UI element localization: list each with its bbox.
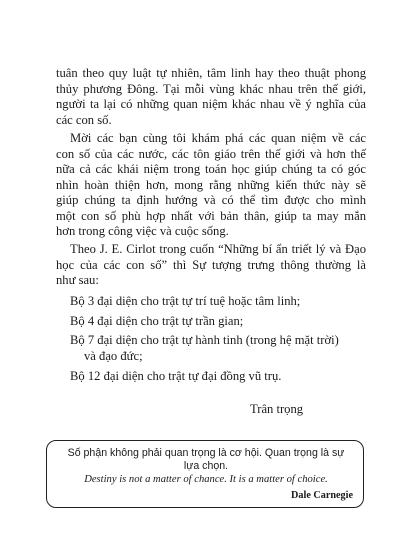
paragraph-line: các con số. [56,112,112,127]
quote-vietnamese-line: lựa chọn. [183,459,229,472]
list-item-line: Bộ 3 đại diện cho trật tự trí tuệ hoặc tâm linh; [70,294,301,308]
paragraph-line: Theo J. E. Cirlot trong cuốn “Những bí ẩn triết lý và Đạo [70,242,366,256]
list-item-line: Bộ 12 đại diện cho trật tự đại đồng vũ trụ. [70,369,282,383]
paragraph-line: nữa cả các khái niệm trong toán học giúp chúng ta có góc [56,162,366,176]
list-item-line: Bộ 4 đại diện cho trật tự trần gian; [70,314,244,328]
paragraph-line: Mời các bạn cùng tôi khám phá các quan niệm về các [70,131,366,145]
list-item [70,294,370,310]
paragraph-line: thủy phương Đông. Tại mỗi vùng khác nhau trên thế giới, [56,81,366,96]
paragraph-line: một con số phù hợp nhất với bản thân, giúp ta may mắn [56,208,366,223]
paragraph-line: giúp chúng ta định hướng và có thể tìm được cho mình [56,193,366,207]
paragraph-3 [56,242,366,289]
quote-english: Destiny is not a matter of chance. It is a matter of choice. [84,474,328,485]
quote-author: Dale Carnegie [291,490,353,501]
paragraph-line: tuân theo quy luật tự nhiên, tâm linh hay theo thuật phong [56,66,366,80]
paragraph-line: như sau: [56,273,99,287]
paragraph-line: học của các con số” thì Sự tượng trưng thông thường là [56,257,366,272]
paragraph-1 [56,66,366,128]
paragraph-line: người ta lại có những quan niệm khác nhau về ý nghĩa của [56,97,366,111]
paragraph-line: con số của các nước, các tôn giáo trên thế giới và hơn thế [56,146,366,161]
quote-box [46,440,364,508]
paragraph-line: hơn trong công việc và cuộc sống. [56,224,229,238]
list-item [70,333,370,364]
quote-vietnamese-line: Số phận không phải quan trọng là cơ hội. Quan trọng là sự [67,447,345,459]
signoff: Trân trọng [250,402,304,416]
list-item-line: Bộ 7 đại diện cho trật tự hành tinh (trong hệ mặt trời) [70,333,339,347]
paragraph-2 [56,131,366,240]
paragraph-line: nhìn hoàn thiện hơn, mong rằng những kiến thức này sẽ [56,177,366,192]
list-item [70,314,370,330]
list-item-line: và đạo đức; [84,348,143,363]
list-item [70,369,370,385]
quote-vietnamese [61,447,351,472]
